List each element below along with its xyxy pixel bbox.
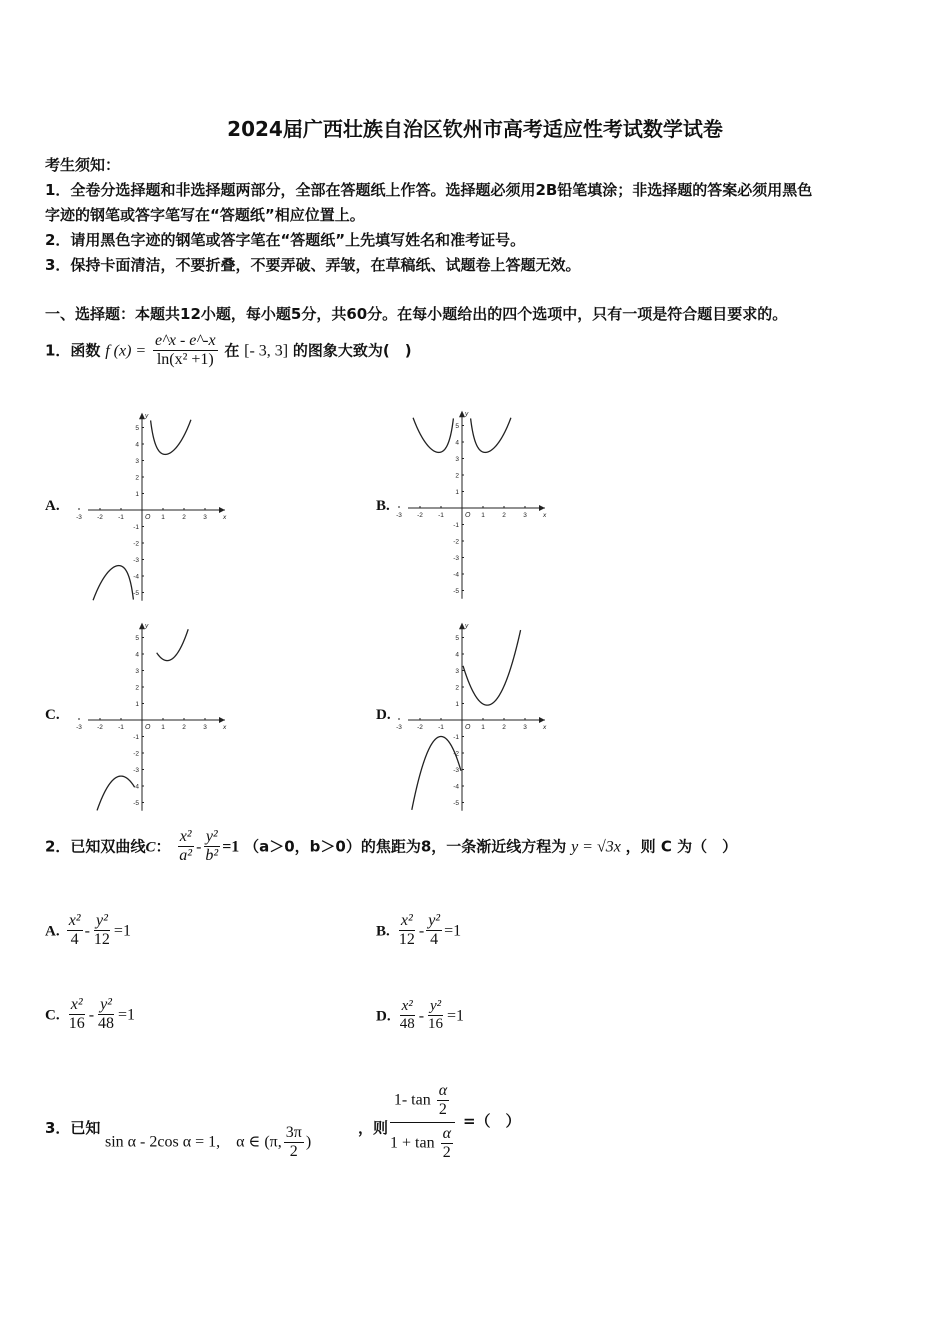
q3-big-numerator xyxy=(390,1082,455,1123)
q3-condition xyxy=(105,1124,311,1162)
y-tick-label: -1 xyxy=(453,734,459,741)
q2-d-rhs: =1 xyxy=(447,1007,465,1025)
q3-prefix: 3．已知 xyxy=(45,1119,101,1137)
q2-suffix: ，则 C 为（ ） xyxy=(625,837,738,856)
q2-frac-y-den: b² xyxy=(205,847,219,865)
q2-c-num-x: x² xyxy=(69,996,85,1015)
q3-then: ，则 xyxy=(358,1119,389,1137)
function-curve xyxy=(463,630,521,705)
x-axis-label: x xyxy=(543,724,547,731)
y-tick-label: 4 xyxy=(455,439,459,447)
function-curve xyxy=(413,418,453,453)
origin-label: O xyxy=(145,514,151,521)
y-tick-label: 3 xyxy=(455,456,459,463)
q2-d-num-y: y² xyxy=(428,998,443,1016)
q1-option-c-label[interactable]: C. xyxy=(45,707,60,723)
function-curve xyxy=(157,629,189,660)
q2-a-minus: - xyxy=(84,922,90,940)
x-tick-label: 3 xyxy=(523,724,527,731)
q1-option-d-label[interactable]: D. xyxy=(376,707,391,723)
q1-mid: 在 xyxy=(224,341,240,360)
page-title: 2024届广西壮族自治区钦州市高考适应性考试数学试卷 xyxy=(227,117,723,141)
y-axis-label: y xyxy=(465,410,469,418)
x-tick-label: -1 xyxy=(118,514,124,521)
q2-c-num-y: y² xyxy=(98,996,114,1015)
q2-d-minus: - xyxy=(418,1007,425,1025)
x-axis-arrow xyxy=(539,505,545,511)
x-axis-label: x xyxy=(223,514,227,521)
q3-bottom-alpha: α xyxy=(441,1125,453,1144)
y-tick-label: -1 xyxy=(453,522,459,529)
q3-suffix: =（ ） xyxy=(462,1111,521,1130)
notice-item-1: 1．全卷分选择题和非选择题两部分，全部在答题纸上作答。选择题必须用2B铅笔填涂；非选择题的答案必须用黑色 xyxy=(45,181,813,199)
x-tick-label: 2 xyxy=(182,514,186,521)
y-tick-label: -1 xyxy=(133,524,139,531)
q3-big-fraction xyxy=(386,1082,521,1163)
q2-c-minus: - xyxy=(88,1006,95,1024)
x-tick-label: 2 xyxy=(502,512,506,519)
y-tick-label: 4 xyxy=(135,441,139,449)
q1-interval: [- 3, 3] xyxy=(244,342,289,360)
q2-frac-y-num: y² xyxy=(204,828,220,847)
q2-option-c-label: C. xyxy=(45,1007,60,1024)
y-tick-label: 3 xyxy=(135,668,139,675)
y-tick-label: 2 xyxy=(135,474,139,482)
q2-option-b-label: B. xyxy=(376,923,390,940)
q1-graph-a[interactable] xyxy=(76,412,230,597)
q1-fx: f (x) = xyxy=(105,342,147,360)
y-axis-label: y xyxy=(465,622,469,630)
y-tick-label: -3 xyxy=(133,767,139,774)
y-tick-label: 3 xyxy=(135,458,139,465)
y-axis-label: y xyxy=(145,622,149,630)
x-tick-label: 3 xyxy=(203,514,207,521)
x-tick-label: -1 xyxy=(438,724,444,731)
q2-colon: ： xyxy=(155,837,171,856)
y-tick-label: 4 xyxy=(135,651,139,659)
x-axis-label: x xyxy=(223,724,227,731)
x-tick-label: -2 xyxy=(97,724,103,731)
q2-option-b[interactable] xyxy=(376,912,461,950)
y-tick-label: 1 xyxy=(455,701,459,708)
origin-label: O xyxy=(145,724,151,731)
q2-frac-x-num: x² xyxy=(178,828,194,847)
q2-option-a-label: A. xyxy=(45,923,60,940)
y-tick-label: -5 xyxy=(133,590,139,597)
y-tick-label: -4 xyxy=(133,573,139,581)
question-1 xyxy=(45,332,412,370)
y-tick-label: -5 xyxy=(133,800,139,807)
y-tick-label: 2 xyxy=(135,684,139,692)
q1-graph-b[interactable] xyxy=(396,410,550,595)
y-tick-label: -1 xyxy=(133,734,139,741)
origin-label: O xyxy=(465,724,471,731)
q2-a-den-a: 4 xyxy=(70,931,79,949)
q2-a-rhs: =1 xyxy=(113,922,131,940)
q3-bottom-left: 1 + tan xyxy=(390,1134,435,1152)
q2-c-den-b: 48 xyxy=(98,1015,115,1033)
y-tick-label: 5 xyxy=(455,423,459,430)
x-tick-label: -2 xyxy=(97,514,103,521)
y-tick-label: -2 xyxy=(453,538,459,546)
y-tick-label: -3 xyxy=(453,767,459,774)
q2-d-den-b: 16 xyxy=(428,1016,444,1033)
q1-prefix: 1．函数 xyxy=(45,341,101,360)
q1-option-b-label[interactable]: B. xyxy=(376,498,390,514)
x-axis-arrow xyxy=(219,717,225,723)
q3-top-alpha: α xyxy=(437,1082,449,1101)
y-tick-label: -2 xyxy=(133,540,139,548)
q2-c-rhs: =1 xyxy=(118,1006,136,1024)
x-tick-label: -3 xyxy=(76,514,82,521)
q1-graph-c[interactable] xyxy=(76,622,230,807)
x-tick-label: 3 xyxy=(523,512,527,519)
q2-rhs: =1 xyxy=(222,838,240,856)
q2-asymptote: y = √3x xyxy=(571,838,621,856)
q1-denominator: ln(x² +1) xyxy=(156,351,214,369)
notice-item-1-cont: 字迹的钢笔或答字笔写在“答题纸”相应位置上。 xyxy=(45,206,365,224)
x-tick-label: 2 xyxy=(502,724,506,731)
y-tick-label: 1 xyxy=(455,489,459,496)
x-tick-label: 3 xyxy=(203,724,207,731)
y-tick-label: -2 xyxy=(453,750,459,758)
q2-prefix: 2．已知双曲线 xyxy=(45,837,146,856)
x-tick-label: 1 xyxy=(481,512,485,519)
x-tick-label: -3 xyxy=(396,724,402,731)
q2-d-den-a: 48 xyxy=(399,1016,415,1033)
x-tick-label: -1 xyxy=(438,512,444,519)
y-tick-label: -4 xyxy=(133,783,139,791)
q2-option-d-label: D. xyxy=(376,1008,391,1025)
y-tick-label: -4 xyxy=(453,783,459,791)
x-axis-label: x xyxy=(543,512,547,519)
q1-fraction xyxy=(153,332,218,370)
q2-a-num-x: x² xyxy=(67,912,83,931)
q3-close: ) xyxy=(305,1133,312,1151)
q2-frac-x-den: a² xyxy=(179,847,193,865)
y-tick-label: 2 xyxy=(455,472,459,480)
q3-top-left: 1- tan xyxy=(393,1091,431,1109)
q2-frac-x xyxy=(177,828,194,866)
notice-item-3: 3．保持卡面清洁，不要折叠，不要弄破、弄皱，在草稿纸、试题卷上答题无效。 xyxy=(45,256,581,274)
q2-curve: C xyxy=(145,839,156,856)
q3-condition-text: sin α - 2cos α = 1, α ∈ (π, xyxy=(105,1133,282,1151)
q2-b-minus: - xyxy=(418,922,425,940)
y-tick-label: 4 xyxy=(455,651,459,659)
y-tick-label: 5 xyxy=(455,635,459,642)
q3-frac-den: 2 xyxy=(289,1143,298,1161)
y-tick-label: -5 xyxy=(453,800,459,807)
x-tick-label: -2 xyxy=(417,512,423,519)
q1-graph-d[interactable] xyxy=(396,622,550,812)
q2-b-den-b: 4 xyxy=(430,931,439,949)
q1-option-a-label[interactable]: A. xyxy=(45,498,60,514)
x-tick-label: 1 xyxy=(161,514,165,521)
x-tick-label: -1 xyxy=(118,724,124,731)
y-tick-label: -3 xyxy=(133,557,139,564)
q3-big-denominator xyxy=(386,1123,459,1163)
question-2 xyxy=(45,828,737,866)
q2-b-num-x: x² xyxy=(399,912,415,931)
y-tick-label: 2 xyxy=(455,684,459,692)
y-axis-label: y xyxy=(145,412,149,420)
y-tick-label: -2 xyxy=(133,750,139,758)
q2-minus: - xyxy=(196,838,202,856)
x-axis-arrow xyxy=(539,717,545,723)
q2-option-c[interactable] xyxy=(45,996,135,1034)
x-tick-label: 1 xyxy=(481,724,485,731)
q3-frac-num: 3π xyxy=(284,1124,304,1143)
q2-frac-y xyxy=(203,828,220,866)
y-tick-label: 1 xyxy=(135,701,139,708)
q2-b-rhs: =1 xyxy=(444,922,462,940)
y-tick-label: 5 xyxy=(135,635,139,642)
x-tick-label: 2 xyxy=(182,724,186,731)
q3-bottom-two: 2 xyxy=(442,1144,451,1162)
q2-c-den-a: 16 xyxy=(68,1015,85,1033)
q2-d-num-x: x² xyxy=(400,998,415,1016)
q2-option-a[interactable] xyxy=(45,912,131,950)
q1-numerator: e^x - e^-x xyxy=(153,332,218,351)
y-tick-label: -5 xyxy=(453,588,459,595)
q2-a-den-b: 12 xyxy=(93,931,110,949)
function-curve xyxy=(471,418,511,453)
function-curve xyxy=(151,420,191,455)
y-tick-label: -4 xyxy=(453,571,459,579)
q3-top-two: 2 xyxy=(438,1101,447,1119)
function-curve xyxy=(93,566,133,601)
q2-option-d[interactable] xyxy=(376,998,464,1034)
y-tick-label: 1 xyxy=(135,491,139,498)
q2-a-num-y: y² xyxy=(94,912,110,931)
function-curve xyxy=(97,776,135,810)
q2-b-num-y: y² xyxy=(426,912,442,931)
notice-item-2: 2．请用黑色字迹的钢笔或答字笔在“答题纸”上先填写姓名和准考证号。 xyxy=(45,231,526,249)
x-tick-label: -2 xyxy=(417,724,423,731)
q2-b-den-a: 12 xyxy=(398,931,415,949)
x-axis-arrow xyxy=(219,507,225,513)
q1-suffix: 的图象大致为( ) xyxy=(292,341,412,360)
notice-heading: 考生须知： xyxy=(45,156,121,174)
x-tick-label: -3 xyxy=(76,724,82,731)
y-tick-label: -3 xyxy=(453,555,459,562)
section-heading: 一、选择题：本题共12小题，每小题5分，共60分。在每小题给出的四个选项中，只有一项是符合题目要求的。 xyxy=(45,305,788,323)
x-tick-label: 1 xyxy=(161,724,165,731)
x-tick-label: -3 xyxy=(396,512,402,519)
q2-cond: （a＞0，b＞0）的焦距为8，一条渐近线方程为 xyxy=(244,837,567,856)
origin-label: O xyxy=(465,512,471,519)
y-tick-label: 3 xyxy=(455,668,459,675)
y-tick-label: 5 xyxy=(135,425,139,432)
